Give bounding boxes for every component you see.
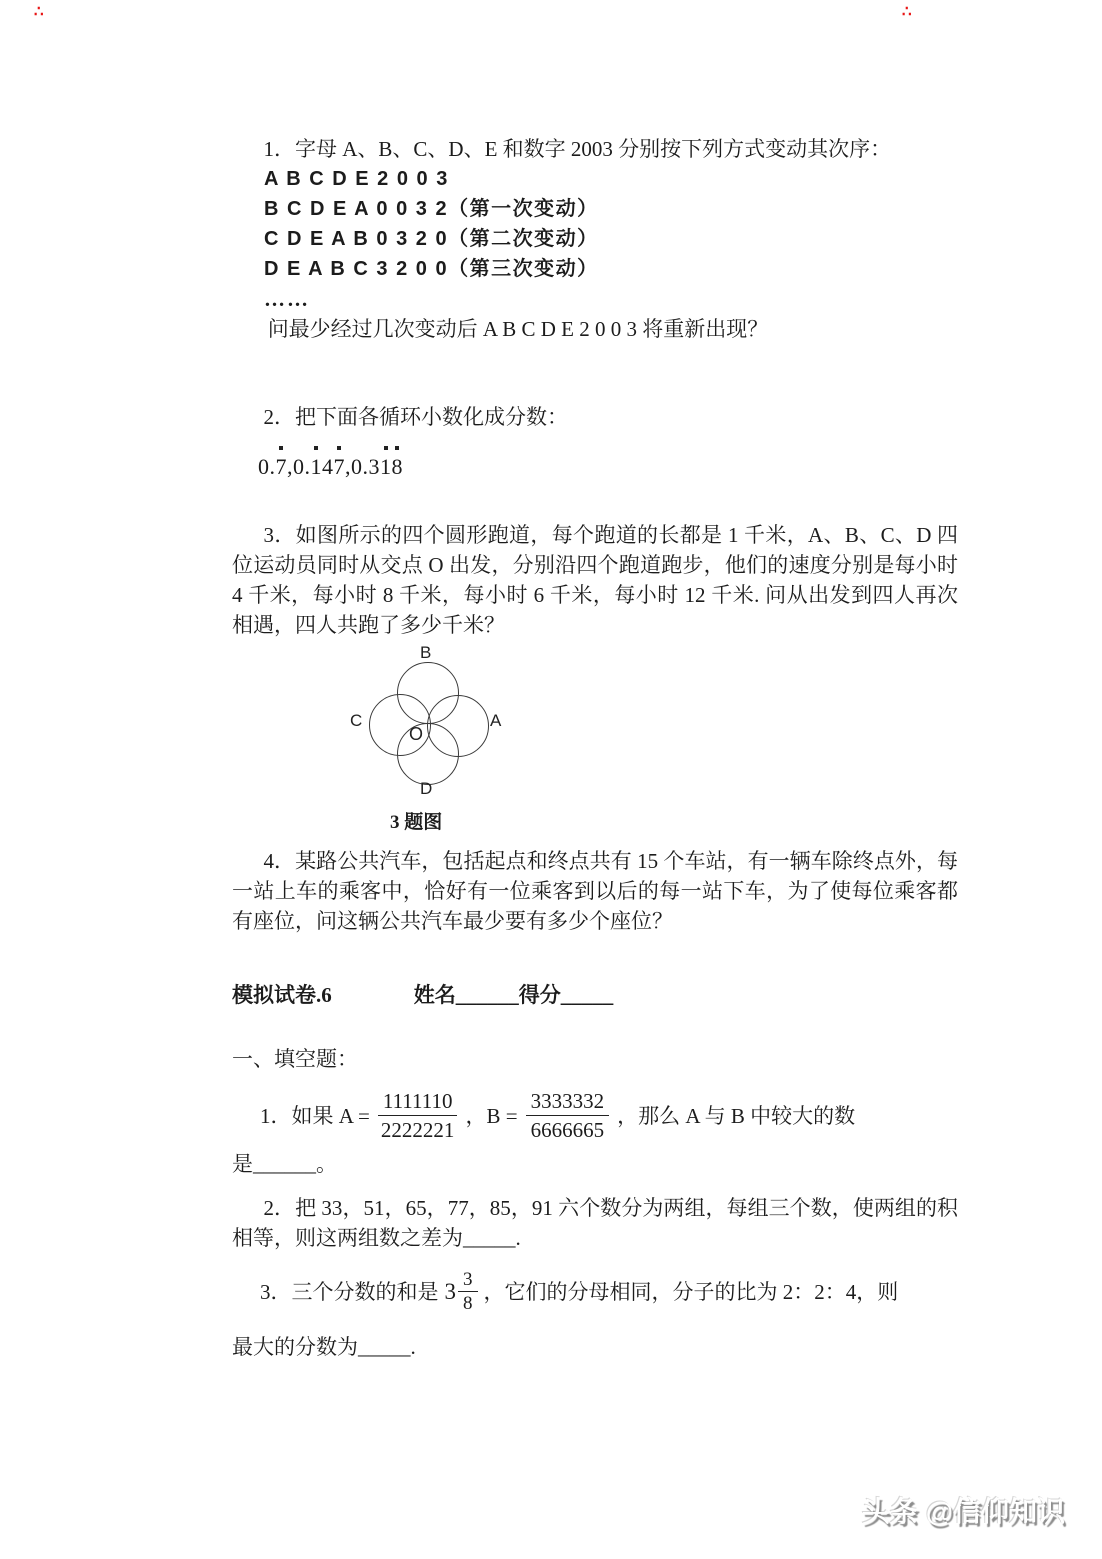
fraction-b-denominator: 6666665	[530, 1118, 605, 1142]
fill-problem-1-equation	[232, 1088, 958, 1143]
mixed-whole: 3	[444, 1278, 456, 1304]
mixed-fraction	[458, 1269, 478, 1314]
paper-header	[232, 980, 958, 1010]
equation-tail: ，那么 A 与 B 中较大的数	[617, 1103, 856, 1128]
equation-separator: ，B =	[465, 1103, 518, 1128]
decimal-3: 0.318	[351, 454, 403, 479]
name-score-blanks: 姓名______得分_____	[413, 983, 614, 1007]
repeating-digit: 7	[275, 454, 287, 479]
repeating-decimals	[258, 444, 958, 480]
section-title: 一、填空题：	[232, 1047, 358, 1071]
exam-page-content	[232, 134, 958, 1362]
fill-problem-1-blank: 是______。	[232, 1152, 337, 1176]
fraction-b	[526, 1088, 610, 1143]
mixed-tail: ，它们的分母相同，分子的比为 2：2：4，则	[483, 1279, 899, 1304]
repeating-digit: 1	[380, 454, 392, 479]
fill-problem-2-text: 2．把 33，51，65，77，85，91 六个数分为两组，每组三个数，使两组的积相等，则这两组数之差为_____.	[232, 1196, 958, 1250]
fill-problem-3	[232, 1269, 958, 1362]
repeating-digit: 8	[391, 454, 403, 479]
repeating-digit: 1	[310, 454, 322, 479]
mixed-denominator: 8	[463, 1293, 473, 1314]
decimal-2: 0.147	[293, 454, 345, 479]
figure-label-c: C	[350, 711, 363, 730]
problem-3	[232, 520, 958, 838]
four-circles-figure	[330, 642, 540, 838]
problem-2	[232, 402, 958, 480]
fraction-a-denominator: 2222221	[380, 1118, 455, 1142]
figure-caption: 3 题图	[390, 812, 443, 833]
fill-problem-1	[232, 1088, 958, 1179]
paper-title: 模拟试卷.6	[232, 983, 332, 1007]
equation-lead: 1．如果 A =	[260, 1103, 370, 1128]
fill-problem-2	[232, 1193, 958, 1253]
fill-problem-3-lead-line	[232, 1269, 958, 1314]
fill-problem-3-blank: 最大的分数为_____.	[232, 1335, 416, 1359]
repeating-digit: 7	[333, 454, 345, 479]
circle-right	[427, 695, 489, 757]
sequence-row-2: C D E A B 0 3 2 0（第二次变动）	[264, 228, 599, 250]
problem-1-intro: 1．字母 A、B、C、D、E 和数字 2003 分别按下列方式变动其次序：	[263, 137, 892, 161]
comma: ,	[345, 454, 351, 479]
watermark: 头条 @信仰知识	[862, 1496, 1066, 1527]
problem-3-text: 3．如图所示的四个圆形跑道，每个跑道的长都是 1 千米，A、B、C、D 四位运动员同时从交点 O 出发，分别沿四个跑道跑步，他们的速度分别是每小时 4 千米，每小时 8 千米，每小时 6 千米，每小时 12 千米. 问从出发到四人再次相遇，四人共跑了多少千米？	[232, 523, 958, 637]
sequence-row-0: A B C D E 2 0 0 3	[264, 168, 449, 190]
ellipsis-row: ……	[264, 287, 310, 311]
sequence-row-3: D E A B C 3 2 0 0（第三次变动）	[264, 258, 599, 280]
sequence-row-1: B C D E A 0 0 3 2（第一次变动）	[264, 198, 599, 220]
mixed-number	[445, 1269, 478, 1314]
fraction-b-numerator: 3333332	[526, 1088, 610, 1116]
problem-4-text: 4．某路公共汽车，包括起点和终点共有 15 个车站，有一辆车除终点外，每一站上车的乘客中，恰好有一位乘客到以后的每一站下车，为了使每位乘客都有座位，问这辆公共汽车最少要有多少个座位？	[232, 849, 958, 933]
figure-label-d: D	[420, 779, 433, 798]
problem-4	[232, 846, 958, 936]
figure-label-a: A	[490, 711, 502, 730]
figure-label-o: O	[409, 724, 424, 744]
red-corner-mark-left: ∴	[34, 4, 44, 20]
decimal-1: 0.7	[258, 454, 287, 479]
problem-2-intro: 2．把下面各循环小数化成分数：	[263, 405, 568, 429]
problem-1-question: 问最少经过几次变动后 A B C D E 2 0 0 3 将重新出现？	[267, 317, 769, 341]
mixed-numerator: 3	[458, 1269, 478, 1292]
fraction-a-numerator: 1111110	[378, 1088, 458, 1116]
problem-1	[232, 134, 958, 344]
figure-label-b: B	[420, 643, 432, 662]
mixed-lead: 3．三个分数的和是	[260, 1279, 439, 1304]
red-corner-mark-right: ∴	[902, 4, 912, 20]
fraction-a	[378, 1088, 458, 1143]
comma: ,	[287, 454, 293, 479]
